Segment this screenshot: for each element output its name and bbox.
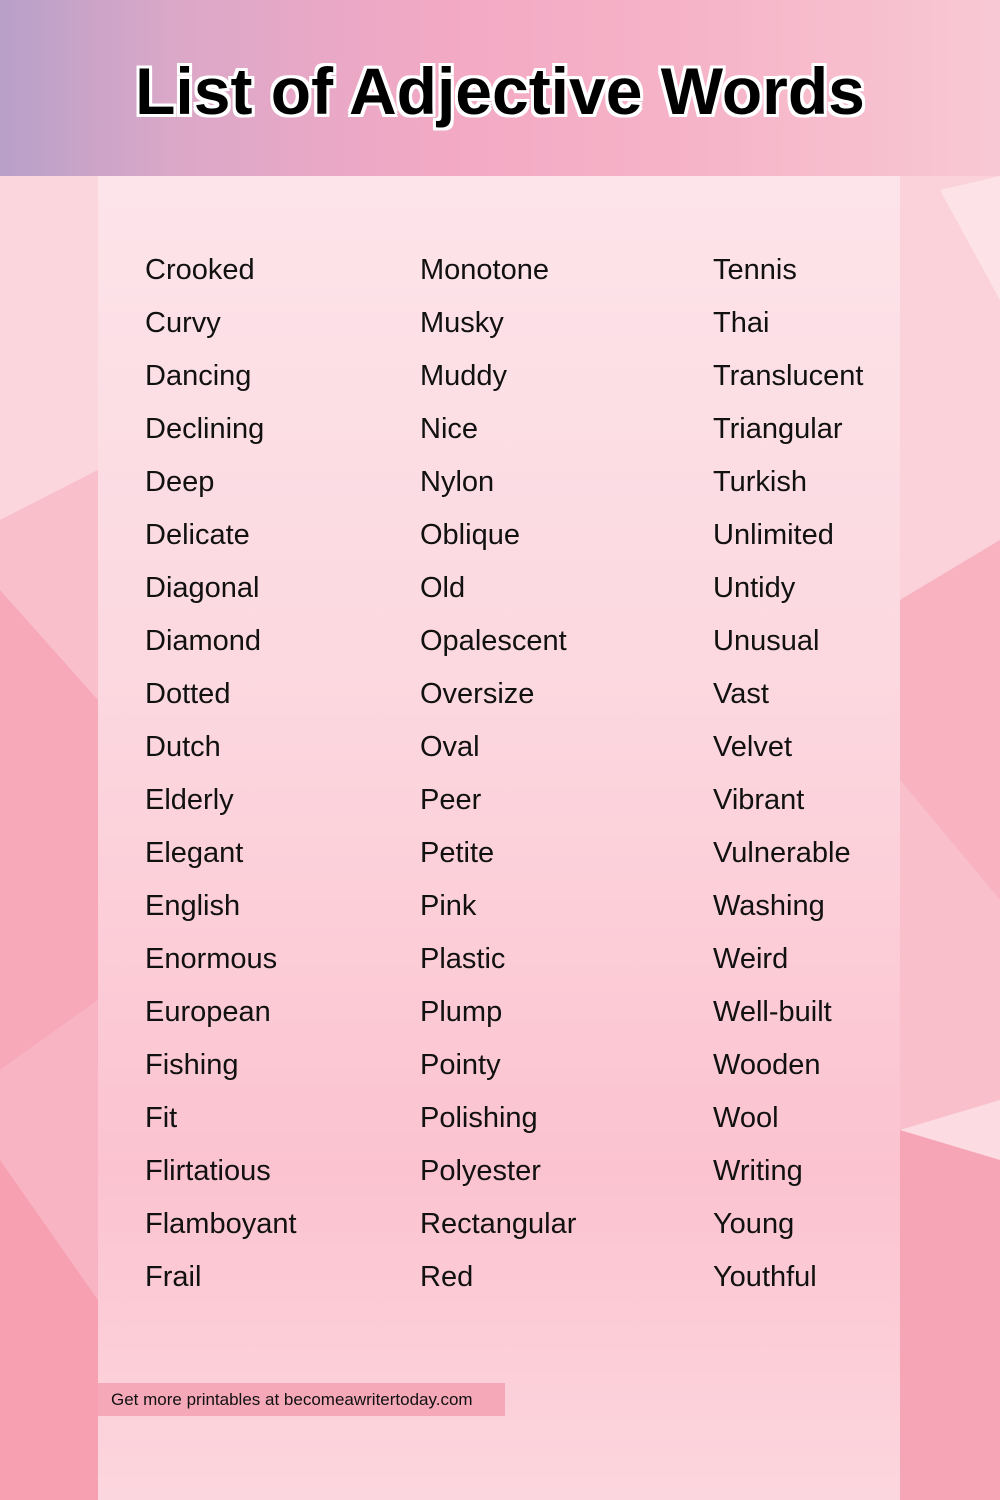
- word-item: Delicate: [145, 519, 250, 551]
- word-item: Nice: [420, 413, 479, 445]
- word-item: Pink: [420, 890, 477, 922]
- word-item: Diagonal: [145, 572, 260, 604]
- word-item: Oval: [420, 731, 480, 763]
- word-item: Wooden: [713, 1049, 821, 1081]
- word-item: Polishing: [420, 1102, 538, 1134]
- word-item: Dancing: [145, 360, 252, 392]
- word-item: Wool: [713, 1102, 779, 1134]
- word-item: Nylon: [420, 466, 495, 498]
- word-item: Vast: [713, 678, 769, 710]
- word-item: Musky: [420, 307, 504, 339]
- word-item: Fit: [145, 1102, 178, 1134]
- word-item: Dotted: [145, 678, 231, 710]
- word-item: Monotone: [420, 254, 549, 286]
- word-column-3: [713, 244, 863, 1304]
- word-item: Well-built: [713, 996, 832, 1028]
- word-item: Old: [420, 572, 466, 604]
- page-title: List of Adjective Words: [135, 54, 865, 128]
- word-item: Red: [420, 1261, 474, 1293]
- word-item: Peer: [420, 784, 482, 816]
- word-item: Thai: [713, 307, 770, 339]
- word-item: Opalescent: [420, 625, 567, 657]
- word-item: Plump: [420, 996, 503, 1028]
- word-item: English: [145, 890, 241, 922]
- word-item: Petite: [420, 837, 495, 869]
- word-item: Pointy: [420, 1049, 501, 1081]
- word-item: Curvy: [145, 307, 221, 339]
- word-item: Triangular: [713, 413, 843, 445]
- word-item: Dutch: [145, 731, 221, 763]
- word-item: Tennis: [713, 254, 797, 286]
- word-item: Vibrant: [713, 784, 805, 816]
- word-item: Vulnerable: [713, 837, 851, 869]
- title-banner: [0, 0, 1000, 176]
- word-item: Translucent: [713, 360, 864, 392]
- word-item: Elderly: [145, 784, 234, 816]
- word-item: Diamond: [145, 625, 262, 657]
- footer-printables-tag: Get more printables at becomeawritertoday.com: [98, 1383, 505, 1416]
- word-column-2: [420, 244, 576, 1304]
- word-item: Turkish: [713, 466, 807, 498]
- word-item: Declining: [145, 413, 265, 445]
- word-item: Weird: [713, 943, 789, 975]
- word-item: Elegant: [145, 837, 244, 869]
- word-item: Writing: [713, 1155, 803, 1187]
- word-item: Polyester: [420, 1155, 541, 1187]
- word-item: Velvet: [713, 731, 792, 763]
- word-item: Young: [713, 1208, 795, 1240]
- word-item: Crooked: [145, 254, 255, 286]
- word-item: Muddy: [420, 360, 508, 392]
- word-item: Flamboyant: [145, 1208, 297, 1240]
- word-item: Frail: [145, 1261, 202, 1293]
- word-item: European: [145, 996, 271, 1028]
- word-item: Untidy: [713, 572, 796, 604]
- word-item: Rectangular: [420, 1208, 577, 1240]
- word-item: Deep: [145, 466, 215, 498]
- word-item: Flirtatious: [145, 1155, 271, 1187]
- word-item: Oblique: [420, 519, 520, 551]
- word-item: Enormous: [145, 943, 278, 975]
- word-item: Youthful: [713, 1261, 817, 1293]
- word-item: Unusual: [713, 625, 820, 657]
- word-column-1: [145, 244, 297, 1304]
- word-item: Oversize: [420, 678, 535, 710]
- word-item: Unlimited: [713, 519, 834, 551]
- word-item: Washing: [713, 890, 825, 922]
- word-item: Fishing: [145, 1049, 239, 1081]
- word-item: Plastic: [420, 943, 506, 975]
